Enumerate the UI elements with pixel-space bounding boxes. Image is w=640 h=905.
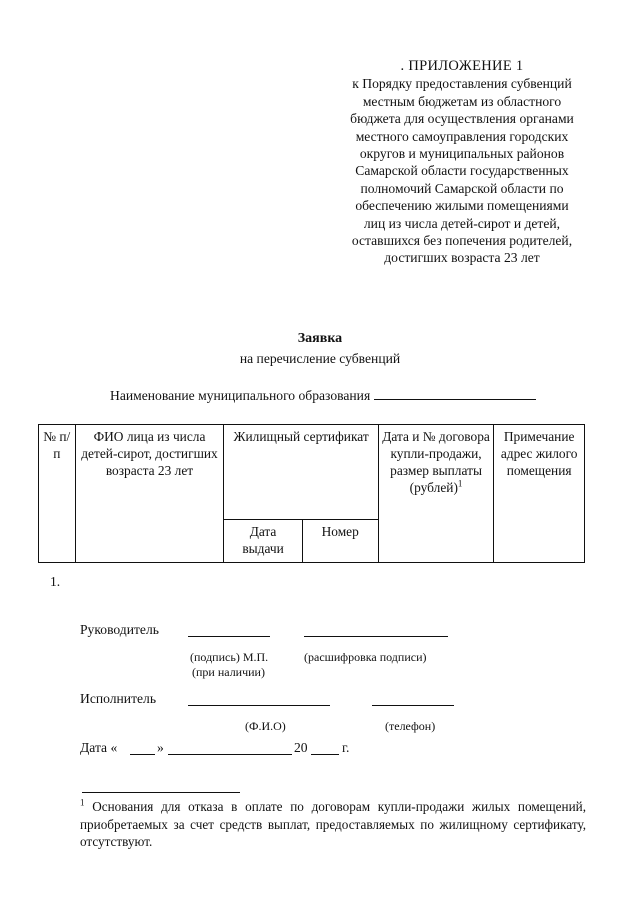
date-day-line[interactable] (130, 753, 155, 755)
municipality-row (110, 387, 536, 404)
head-label: Руководитель (80, 622, 159, 637)
header-no: № п/п (39, 425, 76, 563)
year-suffix: г. (342, 740, 350, 755)
date-year-line[interactable] (311, 753, 339, 755)
appendix-line: оставшихся без попечения родителей, (351, 233, 573, 249)
date-mid: » (157, 740, 164, 755)
municipality-blank[interactable] (374, 387, 536, 400)
header-number: Номер (302, 520, 378, 563)
request-subtitle: на перечисление субвенций (239, 351, 401, 366)
appendix-line: полномочий Самарской области по (360, 180, 564, 196)
sign-caption: (подпись) М.П. (190, 650, 269, 664)
appendix-line: лиц из числа детей-сирот и детей, (363, 215, 561, 231)
row-number-1: 1. (50, 574, 61, 589)
appendix-line: достигших возраста 23 лет (384, 250, 540, 266)
date-month-line[interactable] (168, 753, 292, 755)
appendix-heading: . ПРИЛОЖЕНИЕ 1 (400, 58, 524, 74)
footnote-mark: 1 (80, 797, 85, 808)
head-signature-line[interactable] (188, 635, 270, 637)
request-table (38, 424, 585, 563)
request-title: Заявка (297, 331, 343, 346)
date-prefix: Дата « (80, 740, 118, 755)
appendix-line: к Порядку предоставления субвенций (352, 76, 572, 92)
footnote-ref: 1 (457, 478, 463, 489)
header-certificate: Жилищный сертификат (224, 425, 378, 520)
header-fio: ФИО лица из числа детей-сирот, достигших возраста 23 лет (75, 425, 224, 563)
footnote (80, 798, 586, 851)
header-contract (378, 425, 494, 563)
appendix-line: Самарской области государственных (355, 163, 569, 179)
executor-label: Исполнитель (80, 691, 157, 706)
appendix-line: местным бюджетам из областного (362, 93, 562, 109)
header-issue-date: Дата выдачи (224, 520, 302, 563)
year-prefix: 20 (294, 740, 308, 755)
municipality-label: Наименование муниципального образования (110, 388, 371, 403)
appendix-line: бюджета для осуществления органами (350, 111, 574, 127)
fio-caption: (Ф.И.О) (245, 719, 286, 733)
appendix-line: местного самоуправления городских (355, 128, 569, 144)
footnote-separator (82, 791, 240, 793)
appendix-line: округов и муниципальных районов (359, 146, 565, 162)
head-decode-line[interactable] (304, 635, 448, 637)
header-contract-text: Дата и № договора купли-продажи, размер выплаты (рублей) (382, 429, 490, 495)
phone-caption: (телефон) (385, 719, 436, 733)
executor-phone-line[interactable] (372, 704, 454, 706)
executor-fio-line[interactable] (188, 704, 330, 706)
if-any-caption: (при наличии) (192, 665, 265, 679)
appendix-line: обеспечению жилыми помещениями (355, 198, 569, 214)
header-note: Примечание адрес жилого помещения (494, 425, 585, 563)
appendix-block (318, 58, 606, 267)
footnote-text: Основания для отказа в оплате по договорам купли-продажи жилых помещений, приобретаемых за счет средств выплат, предоставляемых по жилищному сертификату, отсутствуют. (80, 799, 587, 849)
decode-caption: (расшифровка подписи) (304, 650, 427, 664)
